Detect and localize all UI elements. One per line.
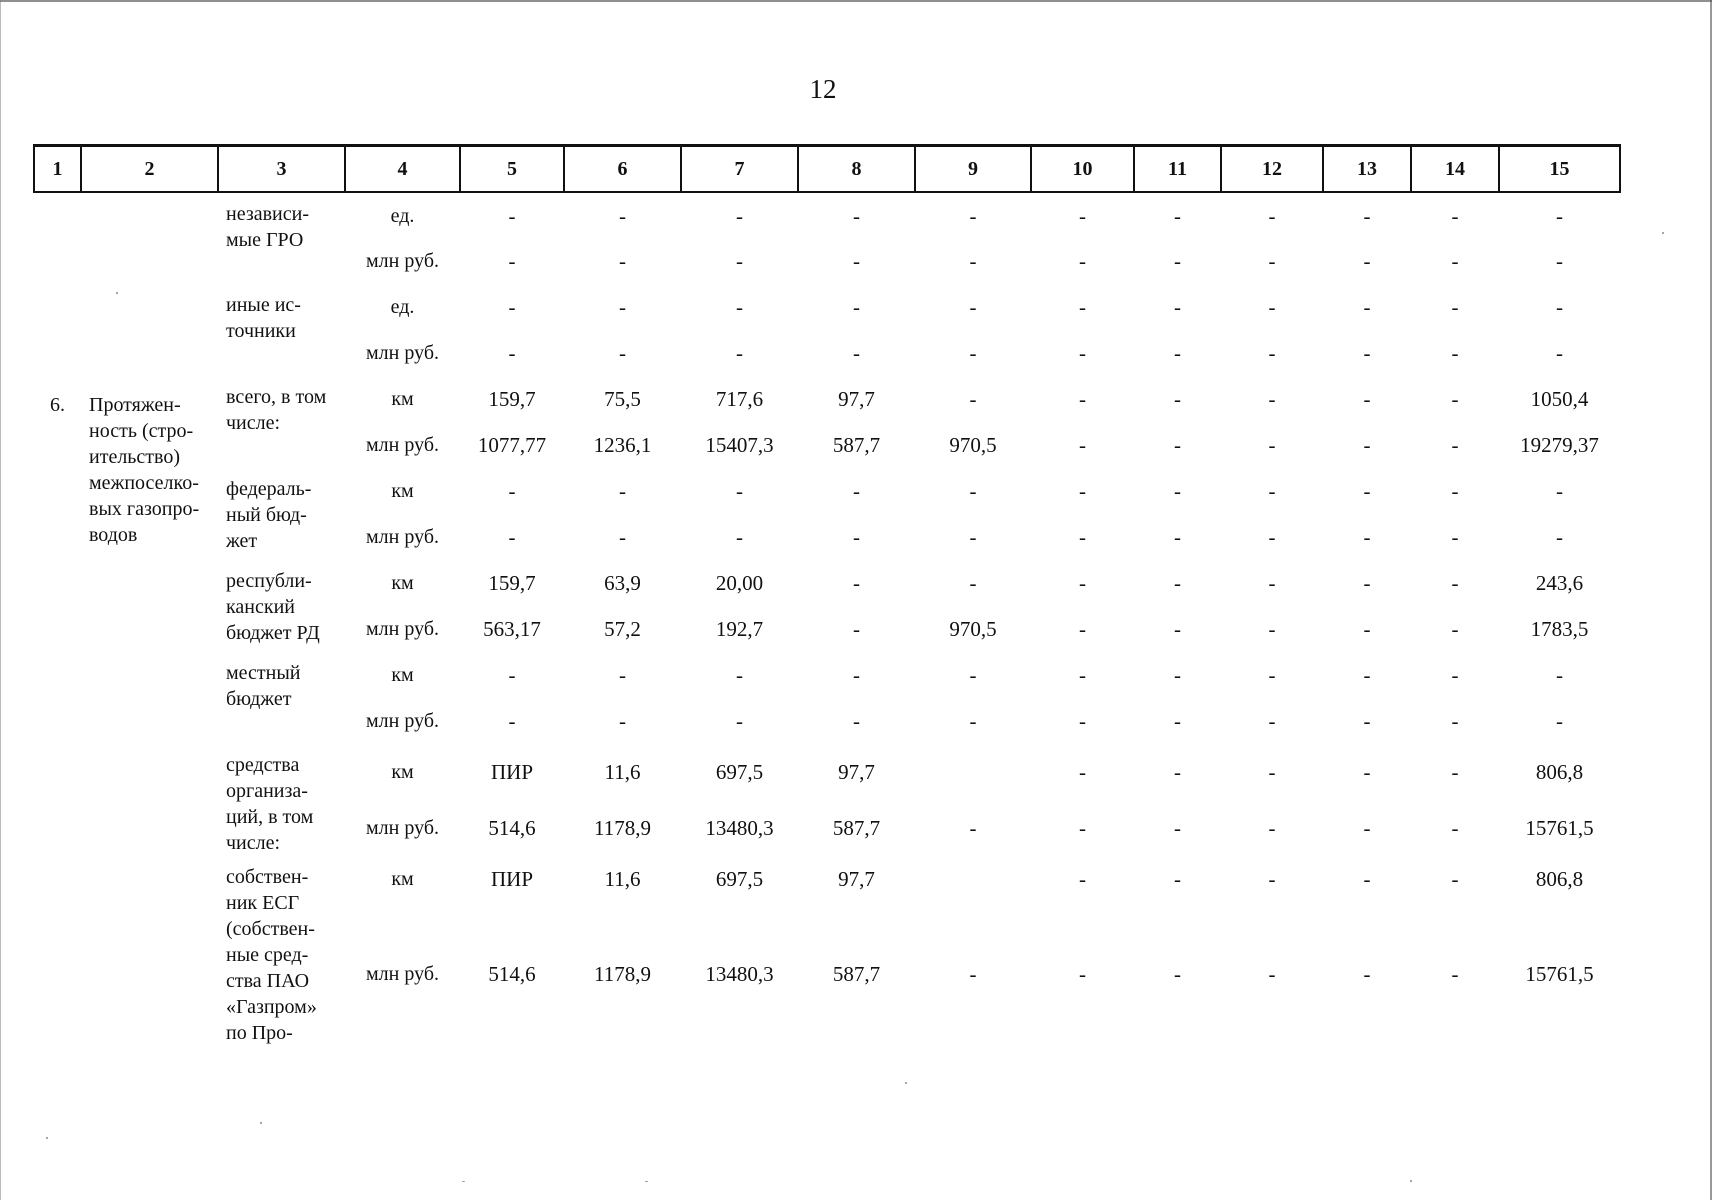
- value-cell-col-7: -: [736, 663, 743, 687]
- value-cell-col-6: -: [619, 479, 626, 503]
- value-cell-col-6: 57,2: [604, 617, 641, 641]
- value-cell-col-9: -: [969, 341, 977, 365]
- value-cell-col-12: -: [1268, 203, 1276, 228]
- value-cell-col-14: -: [1451, 760, 1459, 784]
- value-cell-col-5: -: [508, 249, 516, 273]
- value-cell-col-15: -: [1556, 663, 1563, 687]
- unit-cell: млн руб.: [366, 710, 439, 732]
- value-cell-col-15: -: [1556, 203, 1563, 228]
- value-cell-col-6: -: [619, 709, 626, 733]
- value-cell-col-5: -: [508, 479, 516, 503]
- value-cell-col-11: -: [1174, 249, 1181, 273]
- source-line: мые ГРО: [226, 229, 304, 251]
- value-cell-col-9: [915, 856, 1031, 903]
- header-cell-11: 11: [1134, 146, 1221, 193]
- value-cell-col-5: ПИР: [490, 760, 533, 784]
- value-cell-col-7: 697,5: [715, 760, 764, 784]
- header-cell-8: 8: [798, 146, 915, 193]
- value-cell-col-13: -: [1363, 867, 1371, 892]
- source-line: собствен-: [226, 866, 309, 888]
- source-line: федераль-: [226, 478, 312, 500]
- value-cell-col-6: 1178,9: [594, 962, 651, 987]
- table-row: [34, 376, 1620, 422]
- unit-cell: км: [391, 388, 414, 410]
- source-line: ные сред-: [226, 944, 309, 966]
- page-number: 12: [809, 74, 837, 104]
- scan-speck: [46, 1137, 48, 1139]
- value-cell-col-15: 19279,37: [1520, 433, 1599, 457]
- value-cell-col-6: -: [619, 249, 626, 273]
- value-cell-col-6: 75,5: [604, 387, 641, 411]
- value-cell-col-10: -: [1079, 387, 1086, 411]
- value-cell-col-8: -: [853, 341, 860, 365]
- unit-cell: ед.: [390, 296, 415, 318]
- table-row: [34, 468, 1620, 514]
- data-table: [33, 144, 1621, 1046]
- value-cell-col-9: [915, 744, 1031, 800]
- value-cell-col-12: -: [1268, 760, 1276, 784]
- source-line: организа-: [226, 780, 308, 802]
- source-cell: [218, 560, 345, 652]
- value-cell-col-14: -: [1451, 387, 1459, 411]
- value-cell-col-14: -: [1451, 525, 1459, 549]
- value-cell-col-14: -: [1451, 249, 1459, 273]
- value-cell-col-10: -: [1079, 816, 1086, 840]
- value-cell-col-11: -: [1174, 203, 1181, 228]
- value-cell-col-12: -: [1268, 663, 1276, 687]
- value-cell-col-14: -: [1451, 962, 1459, 987]
- value-cell-col-13: -: [1363, 816, 1371, 840]
- value-cell-col-11: -: [1174, 816, 1181, 840]
- value-cell-col-7: 717,6: [715, 387, 764, 411]
- source-line: числе:: [226, 412, 281, 434]
- value-cell-col-14: -: [1451, 663, 1459, 687]
- header-cell-15: 15: [1499, 146, 1620, 193]
- value-cell-col-7: -: [736, 295, 743, 319]
- value-cell-col-5: 563,17: [483, 617, 541, 641]
- value-cell-col-8: -: [853, 203, 860, 228]
- unit-cell: км: [391, 572, 414, 594]
- value-cell-col-13: -: [1363, 962, 1371, 987]
- value-cell-col-8: -: [853, 479, 860, 503]
- unit-cell: млн руб.: [366, 434, 439, 456]
- value-cell-col-6: 63,9: [604, 571, 641, 595]
- value-cell-col-10: -: [1079, 663, 1086, 687]
- scan-edge-left: [0, 0, 1, 1200]
- header-cell-6: 6: [564, 146, 681, 193]
- value-cell-col-7: -: [736, 479, 743, 503]
- program-table: [33, 144, 1619, 1046]
- unit-cell: млн руб.: [366, 817, 439, 839]
- value-cell-col-15: 15761,5: [1525, 962, 1594, 987]
- value-cell-col-5: ПИР: [490, 867, 533, 892]
- index-cell-empty: [34, 192, 81, 376]
- value-cell-col-9: -: [969, 571, 977, 595]
- unit-cell: ед.: [390, 204, 415, 227]
- value-cell-col-11: -: [1174, 387, 1181, 411]
- value-cell-col-14: -: [1451, 709, 1459, 733]
- source-line: ций, в том: [226, 806, 314, 828]
- value-cell-col-10: -: [1079, 479, 1086, 503]
- value-cell-col-13: -: [1363, 709, 1371, 733]
- value-cell-col-8: -: [853, 617, 860, 641]
- header-cell-5: 5: [460, 146, 564, 193]
- header-cell-12: 12: [1221, 146, 1323, 193]
- value-cell-col-8: -: [853, 663, 860, 687]
- value-cell-col-6: -: [619, 341, 626, 365]
- header-row: [34, 146, 1620, 193]
- value-cell-col-12: -: [1268, 433, 1276, 457]
- value-cell-col-12: -: [1268, 341, 1276, 365]
- value-cell-col-14: -: [1451, 617, 1459, 641]
- value-cell-col-11: -: [1174, 479, 1181, 503]
- value-cell-col-10: -: [1079, 962, 1086, 987]
- header-cell-13: 13: [1323, 146, 1411, 193]
- item-name-line: водов: [89, 524, 138, 546]
- value-cell-col-6: 11,6: [604, 760, 641, 784]
- value-cell-col-10: -: [1079, 760, 1086, 784]
- header-cell-7: 7: [681, 146, 798, 193]
- value-cell-col-15: 1050,4: [1530, 387, 1589, 411]
- value-cell-col-5: 159,7: [488, 571, 536, 595]
- scan-speck: [462, 1181, 465, 1182]
- value-cell-col-6: -: [619, 663, 626, 687]
- value-cell-col-11: -: [1174, 962, 1181, 987]
- scan-speck: [905, 1082, 907, 1084]
- value-cell-col-8: 587,7: [832, 962, 881, 987]
- header-cell-2: 2: [81, 146, 218, 193]
- value-cell-col-9: -: [969, 663, 977, 687]
- value-cell-col-7: 192,7: [715, 617, 764, 641]
- item-name: [81, 376, 218, 1046]
- value-cell-col-9: -: [969, 387, 977, 411]
- value-cell-col-12: -: [1268, 962, 1276, 987]
- value-cell-col-10: -: [1079, 617, 1086, 641]
- value-cell-col-7: 20,00: [715, 571, 764, 595]
- scan-speck: [645, 1181, 648, 1182]
- value-cell-col-15: -: [1556, 249, 1563, 273]
- item-name-line: ность (стро-: [89, 420, 194, 442]
- unit-cell: км: [391, 868, 414, 891]
- source-line: (собствен-: [226, 918, 315, 940]
- scan-edge-top: [0, 0, 1712, 2]
- source-line: по Про-: [226, 1022, 293, 1044]
- source-cell: [218, 744, 345, 856]
- scan-speck: [116, 292, 118, 294]
- header-cell-10: 10: [1031, 146, 1134, 193]
- source-line: бюджет: [226, 688, 292, 710]
- value-cell-col-10: -: [1079, 571, 1086, 595]
- value-cell-col-11: -: [1174, 617, 1181, 641]
- value-cell-col-13: -: [1363, 203, 1371, 228]
- value-cell-col-9: -: [969, 203, 977, 228]
- unit-cell: млн руб.: [366, 526, 439, 548]
- value-cell-col-7: -: [736, 525, 743, 549]
- value-cell-col-12: -: [1268, 867, 1276, 892]
- value-cell-col-9: -: [969, 249, 977, 273]
- table-row: [34, 856, 1620, 903]
- value-cell-col-13: -: [1363, 433, 1371, 457]
- item-name-line: вых газопро-: [89, 498, 200, 520]
- value-cell-col-9: -: [969, 525, 977, 549]
- value-cell-col-8: -: [853, 295, 860, 319]
- value-cell-col-13: -: [1363, 341, 1371, 365]
- value-cell-col-7: -: [736, 709, 743, 733]
- value-cell-col-15: 243,6: [1535, 571, 1584, 595]
- value-cell-col-11: -: [1174, 433, 1181, 457]
- table-row: [34, 744, 1620, 800]
- value-cell-col-6: -: [619, 203, 626, 228]
- value-cell-col-13: -: [1363, 295, 1371, 319]
- value-cell-col-13: -: [1363, 525, 1371, 549]
- table-row: [34, 284, 1620, 330]
- source-line: жет: [226, 530, 258, 552]
- value-cell-col-8: 97,7: [838, 760, 875, 784]
- value-cell-col-10: -: [1079, 525, 1086, 549]
- value-cell-col-11: -: [1174, 867, 1181, 892]
- source-line: республи-: [226, 570, 312, 592]
- unit-cell: км: [391, 761, 414, 783]
- value-cell-col-12: -: [1268, 617, 1276, 641]
- value-cell-col-5: 1077,77: [477, 433, 547, 457]
- value-cell-col-5: -: [508, 203, 516, 228]
- value-cell-col-14: -: [1451, 479, 1459, 503]
- value-cell-col-11: -: [1174, 341, 1181, 365]
- value-cell-col-11: -: [1174, 571, 1181, 595]
- value-cell-col-5: -: [508, 525, 516, 549]
- unit-cell: км: [391, 664, 414, 686]
- unit-cell: млн руб.: [366, 250, 439, 272]
- value-cell-col-12: -: [1268, 249, 1276, 273]
- value-cell-col-5: 514,6: [488, 962, 536, 987]
- value-cell-col-15: -: [1556, 525, 1563, 549]
- source-line: независи-: [226, 203, 309, 225]
- source-cell: [218, 376, 345, 468]
- value-cell-col-5: -: [508, 709, 516, 733]
- value-cell-col-15: 806,8: [1535, 867, 1584, 892]
- value-cell-col-8: -: [853, 571, 860, 595]
- value-cell-col-8: 97,7: [838, 387, 875, 411]
- value-cell-col-9: -: [969, 709, 977, 733]
- value-cell-col-13: -: [1363, 571, 1371, 595]
- value-cell-col-5: -: [508, 663, 516, 687]
- value-cell-col-15: 15761,5: [1525, 816, 1594, 840]
- value-cell-col-5: -: [508, 295, 516, 319]
- source-line: иные ис-: [226, 294, 301, 316]
- table-row: [34, 560, 1620, 606]
- unit-cell: км: [391, 480, 414, 502]
- value-cell-col-10: -: [1079, 867, 1086, 892]
- header-cell-9: 9: [915, 146, 1031, 193]
- value-cell-col-12: -: [1268, 525, 1276, 549]
- value-cell-col-12: -: [1268, 709, 1276, 733]
- value-cell-col-12: -: [1268, 295, 1276, 319]
- unit-cell: млн руб.: [366, 618, 439, 640]
- source-cell: [218, 652, 345, 744]
- value-cell-col-12: -: [1268, 816, 1276, 840]
- value-cell-col-11: -: [1174, 525, 1181, 549]
- unit-cell: млн руб.: [366, 342, 439, 364]
- value-cell-col-6: 1236,1: [593, 433, 652, 457]
- value-cell-col-13: -: [1363, 663, 1371, 687]
- source-line: канский: [226, 596, 295, 618]
- scan-speck: [1662, 232, 1664, 234]
- value-cell-col-12: -: [1268, 387, 1276, 411]
- value-cell-col-6: -: [619, 525, 626, 549]
- table-body: [34, 192, 1620, 1046]
- item-name-line: ительство): [89, 446, 181, 468]
- source-line: средства: [226, 754, 300, 776]
- value-cell-col-14: -: [1451, 867, 1459, 892]
- source-cell: [218, 192, 345, 284]
- value-cell-col-5: -: [508, 341, 516, 365]
- scan-speck: [260, 1122, 262, 1124]
- value-cell-col-12: -: [1268, 479, 1276, 503]
- source-cell: [218, 284, 345, 376]
- value-cell-col-9: 970,5: [949, 433, 997, 457]
- value-cell-col-15: -: [1556, 341, 1563, 365]
- value-cell-col-7: 13480,3: [705, 962, 774, 987]
- item-name-line: Протяжен-: [89, 394, 181, 416]
- value-cell-col-10: -: [1079, 295, 1086, 319]
- unit-cell: млн руб.: [366, 963, 439, 986]
- source-line: ник ЕСГ: [226, 892, 300, 914]
- source-cell: [218, 468, 345, 560]
- value-cell-col-13: -: [1363, 387, 1371, 411]
- value-cell-col-14: -: [1451, 295, 1459, 319]
- value-cell-col-10: -: [1079, 203, 1086, 228]
- source-line: местный: [226, 662, 301, 684]
- value-cell-col-9: -: [969, 962, 977, 987]
- value-cell-col-14: -: [1451, 433, 1459, 457]
- value-cell-col-7: -: [736, 249, 743, 273]
- value-cell-col-5: 514,6: [488, 816, 536, 840]
- value-cell-col-11: -: [1174, 709, 1181, 733]
- source-line: точники: [226, 320, 296, 342]
- value-cell-col-15: -: [1556, 709, 1563, 733]
- source-line: ный бюд-: [226, 504, 307, 526]
- value-cell-col-15: -: [1556, 479, 1563, 503]
- header-cell-1: 1: [34, 146, 81, 193]
- item-index: 6.: [50, 394, 65, 416]
- value-cell-col-8: 587,7: [832, 433, 881, 457]
- value-cell-col-7: -: [736, 203, 743, 228]
- value-cell-col-11: -: [1174, 295, 1181, 319]
- value-cell-col-7: 13480,3: [705, 816, 774, 840]
- value-cell-col-7: 15407,3: [705, 433, 774, 457]
- value-cell-col-9: -: [969, 479, 977, 503]
- value-cell-col-7: -: [736, 341, 743, 365]
- source-line: бюджет РД: [226, 622, 320, 644]
- item-name-line: межпоселко-: [89, 472, 199, 494]
- value-cell-col-8: -: [853, 525, 860, 549]
- header-cell-14: 14: [1411, 146, 1499, 193]
- value-cell-col-10: -: [1079, 341, 1086, 365]
- table-row: [34, 192, 1620, 238]
- value-cell-col-15: -: [1556, 295, 1563, 319]
- value-cell-col-6: -: [619, 295, 626, 319]
- source-line: «Газпром»: [226, 996, 317, 1018]
- scan-speck: [1410, 1180, 1412, 1182]
- value-cell-col-7: 697,5: [715, 867, 764, 892]
- value-cell-col-8: -: [853, 249, 860, 273]
- value-cell-col-15: 1783,5: [1530, 617, 1589, 641]
- value-cell-col-6: 1178,9: [594, 816, 651, 840]
- value-cell-col-15: 806,8: [1535, 760, 1584, 784]
- value-cell-col-12: -: [1268, 571, 1276, 595]
- value-cell-col-14: -: [1451, 816, 1459, 840]
- source-cell: [218, 856, 345, 1046]
- value-cell-col-11: -: [1174, 663, 1181, 687]
- value-cell-col-14: -: [1451, 341, 1459, 365]
- table-row: [34, 652, 1620, 698]
- value-cell-col-8: -: [853, 709, 860, 733]
- value-cell-col-13: -: [1363, 249, 1371, 273]
- value-cell-col-13: -: [1363, 479, 1371, 503]
- source-line: ства ПАО: [226, 970, 310, 992]
- value-cell-col-10: -: [1079, 709, 1086, 733]
- value-cell-col-14: -: [1451, 203, 1459, 228]
- value-cell-col-10: -: [1079, 433, 1086, 457]
- value-cell-col-8: 587,7: [832, 816, 881, 840]
- source-line: всего, в том: [226, 386, 327, 408]
- value-cell-col-6: 11,6: [604, 867, 641, 892]
- value-cell-col-10: -: [1079, 249, 1086, 273]
- value-cell-col-13: -: [1363, 617, 1371, 641]
- value-cell-col-13: -: [1363, 760, 1371, 784]
- header-cell-3: 3: [218, 146, 345, 193]
- value-cell-col-14: -: [1451, 571, 1459, 595]
- value-cell-col-9: -: [969, 295, 977, 319]
- name-cell-empty: [81, 192, 218, 376]
- header-cell-4: 4: [345, 146, 460, 193]
- value-cell-col-11: -: [1174, 760, 1181, 784]
- value-cell-col-9: 970,5: [949, 617, 997, 641]
- value-cell-col-9: -: [969, 816, 977, 840]
- source-line: числе:: [226, 832, 281, 854]
- value-cell-col-8: 97,7: [838, 867, 875, 892]
- value-cell-col-5: 159,7: [488, 387, 536, 411]
